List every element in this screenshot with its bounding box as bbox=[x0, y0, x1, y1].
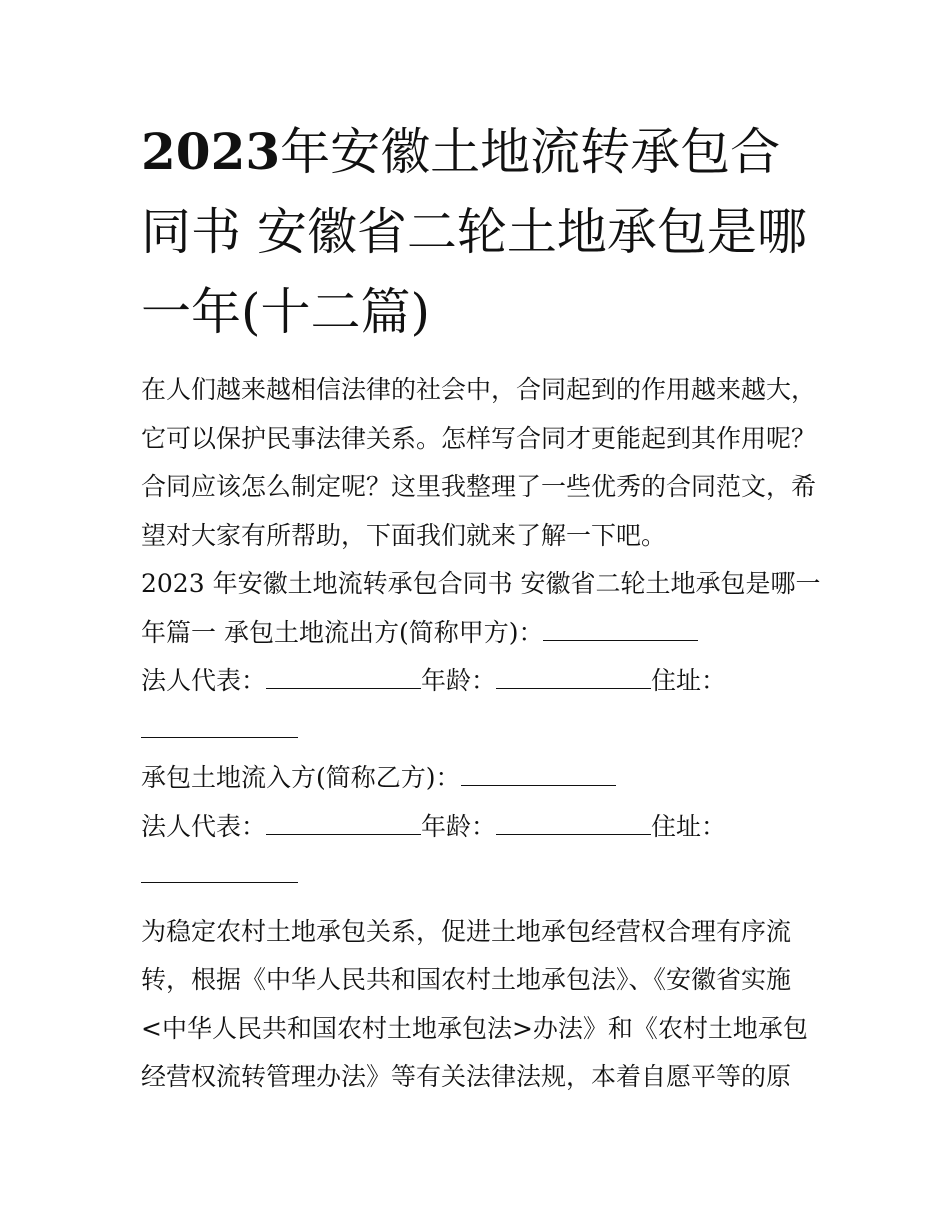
section-heading bbox=[141, 560, 821, 657]
basis-paragraph bbox=[141, 908, 821, 1102]
party-b-blank[interactable] bbox=[461, 761, 616, 786]
party-b-age-label: 年龄： bbox=[421, 811, 497, 841]
party-b-details bbox=[141, 803, 821, 852]
party-b-age-blank[interactable] bbox=[496, 810, 651, 835]
party-a-age-blank[interactable] bbox=[496, 664, 651, 689]
party-a-age-label: 年龄： bbox=[421, 666, 497, 695]
spacer bbox=[141, 900, 821, 908]
intro-paragraph bbox=[141, 366, 821, 560]
intro-line: 在人们越来越相信法律的社会中，合同起到的作用越来越大， bbox=[141, 375, 817, 404]
party-a-rep-blank[interactable] bbox=[266, 664, 421, 689]
party-b-line bbox=[141, 754, 821, 803]
section-heading-line: 2023 年安徽土地流转承包合同书 安徽省二轮土地承包是哪一 bbox=[141, 569, 821, 598]
basis-line: 转，根据《中华人民共和国农村土地承包法》、《安徽省实施 bbox=[141, 965, 792, 994]
basis-line: 经营权流转管理办法》等有关法律法规，本着自愿平等的原 bbox=[141, 1062, 792, 1091]
intro-line: 望对大家有所帮助，下面我们就来了解一下吧。 bbox=[141, 520, 667, 550]
document-body bbox=[141, 366, 821, 1102]
party-b-label: 承包土地流入方(简称乙方)： bbox=[141, 763, 461, 792]
basis-line: 为稳定农村土地承包关系，促进土地承包经营权合理有序流 bbox=[141, 916, 792, 946]
party-b-address-blank[interactable] bbox=[141, 858, 298, 883]
intro-line: 它可以保护民事法律关系。怎样写合同才更能起到其作用呢？ bbox=[141, 423, 817, 453]
basis-line: <中华人民共和国农村土地承包法>办法》和《农村土地承包 bbox=[141, 1013, 808, 1043]
title-text: 年安徽土地流转承包合同书 安徽省二轮土地承包是哪一年(十二篇) bbox=[141, 123, 807, 341]
party-a-details bbox=[141, 657, 821, 706]
party-b-address-line bbox=[141, 851, 821, 900]
title-year: 2023 bbox=[141, 122, 281, 181]
intro-line: 合同应该怎么制定呢？这里我整理了一些优秀的合同范文，希 bbox=[141, 472, 817, 501]
party-b-address-label: 住址： bbox=[651, 811, 727, 841]
party-a-address-line bbox=[141, 706, 821, 755]
document-title bbox=[141, 112, 821, 352]
party-a-blank[interactable] bbox=[543, 616, 698, 641]
party-a-label: 年篇一 承包土地流出方(简称甲方)： bbox=[141, 617, 544, 647]
party-a-address-blank[interactable] bbox=[141, 713, 298, 738]
party-a-line bbox=[141, 609, 821, 658]
document-page bbox=[141, 112, 821, 1102]
party-a-address-label: 住址： bbox=[651, 666, 727, 695]
party-b-rep-blank[interactable] bbox=[266, 810, 421, 835]
party-a-rep-label: 法人代表： bbox=[141, 666, 267, 695]
party-b-rep-label: 法人代表： bbox=[141, 811, 267, 841]
